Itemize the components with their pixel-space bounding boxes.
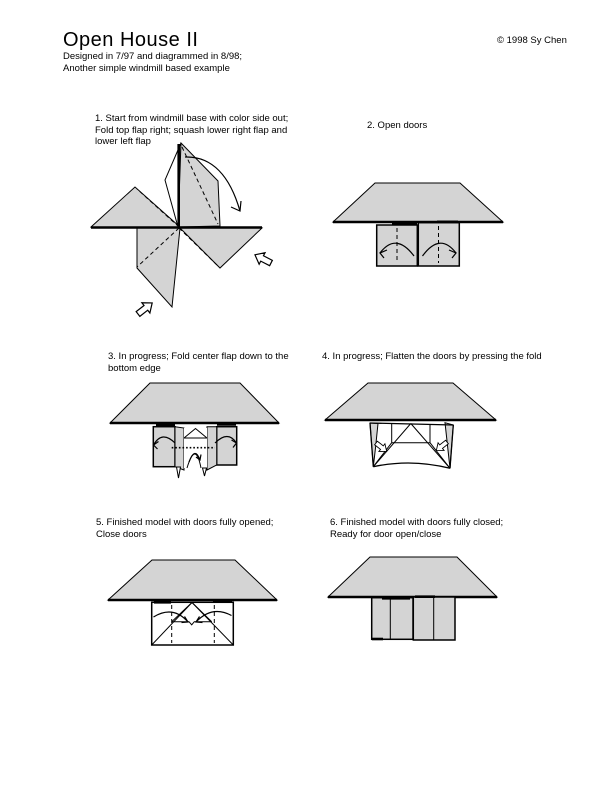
left-door-outer [153,427,175,467]
caption-line: 1. Start from windmill base with color side out; [95,113,289,124]
roof [328,557,497,597]
page-subtitle [63,51,242,74]
caption-step-3 [108,351,289,374]
caption-line: lower left flap [95,136,151,147]
caption-line: 5. Finished model with doors fully opened; [96,517,274,528]
caption-step-5 [96,517,273,540]
windmill-left-flap [91,187,180,227]
roof [108,560,277,600]
caption-step-2 [367,120,427,132]
subtitle-line-1: Designed in 7/97 and diagrammed in 8/98; [63,51,243,62]
squash-arrow-right-icon [252,249,274,269]
caption-line: 2. Open doors [367,120,428,131]
windmill-right-flap [180,228,262,268]
caption-line: 3. In progress; Fold center flap down to the [108,351,289,362]
roof [110,383,279,423]
figure-step1-windmill-base [90,140,310,322]
caption-line: bottom edge [108,362,161,374]
figure-step2-open-doors [330,160,570,300]
windmill-bottom-flap [137,228,180,307]
figure-step5-doors-opened [95,545,335,665]
caption-line: 4. In progress; Flatten the doors by pressing the fold [322,351,542,362]
figure-step4-flatten-doors [320,380,560,505]
caption-line: Fold top flap right; squash lower right flap and [95,124,288,136]
subtitle-line-2: Another simple windmill based example [63,62,230,74]
roof [333,183,503,222]
caption-line: Ready for door open/close [330,528,442,540]
squash-arrow-left-icon [134,298,156,319]
copyright-notice: © 1998 Sy Chen [497,35,567,46]
hanging-flap-left [177,467,181,478]
caption-step-4 [322,351,542,363]
caption-line: Close doors [96,528,147,540]
figure-step3-center-flap [100,380,340,505]
windmill-top-flap [178,143,220,227]
closed-doors-left-pair [372,598,413,640]
caption-line: 6. Finished model with doors fully closed; [330,517,504,528]
page-title: Open House II [63,29,199,51]
caption-step-6 [330,517,503,540]
hanging-flap-right [203,468,207,476]
figure-step6-doors-closed [320,545,560,665]
roof [325,383,496,420]
